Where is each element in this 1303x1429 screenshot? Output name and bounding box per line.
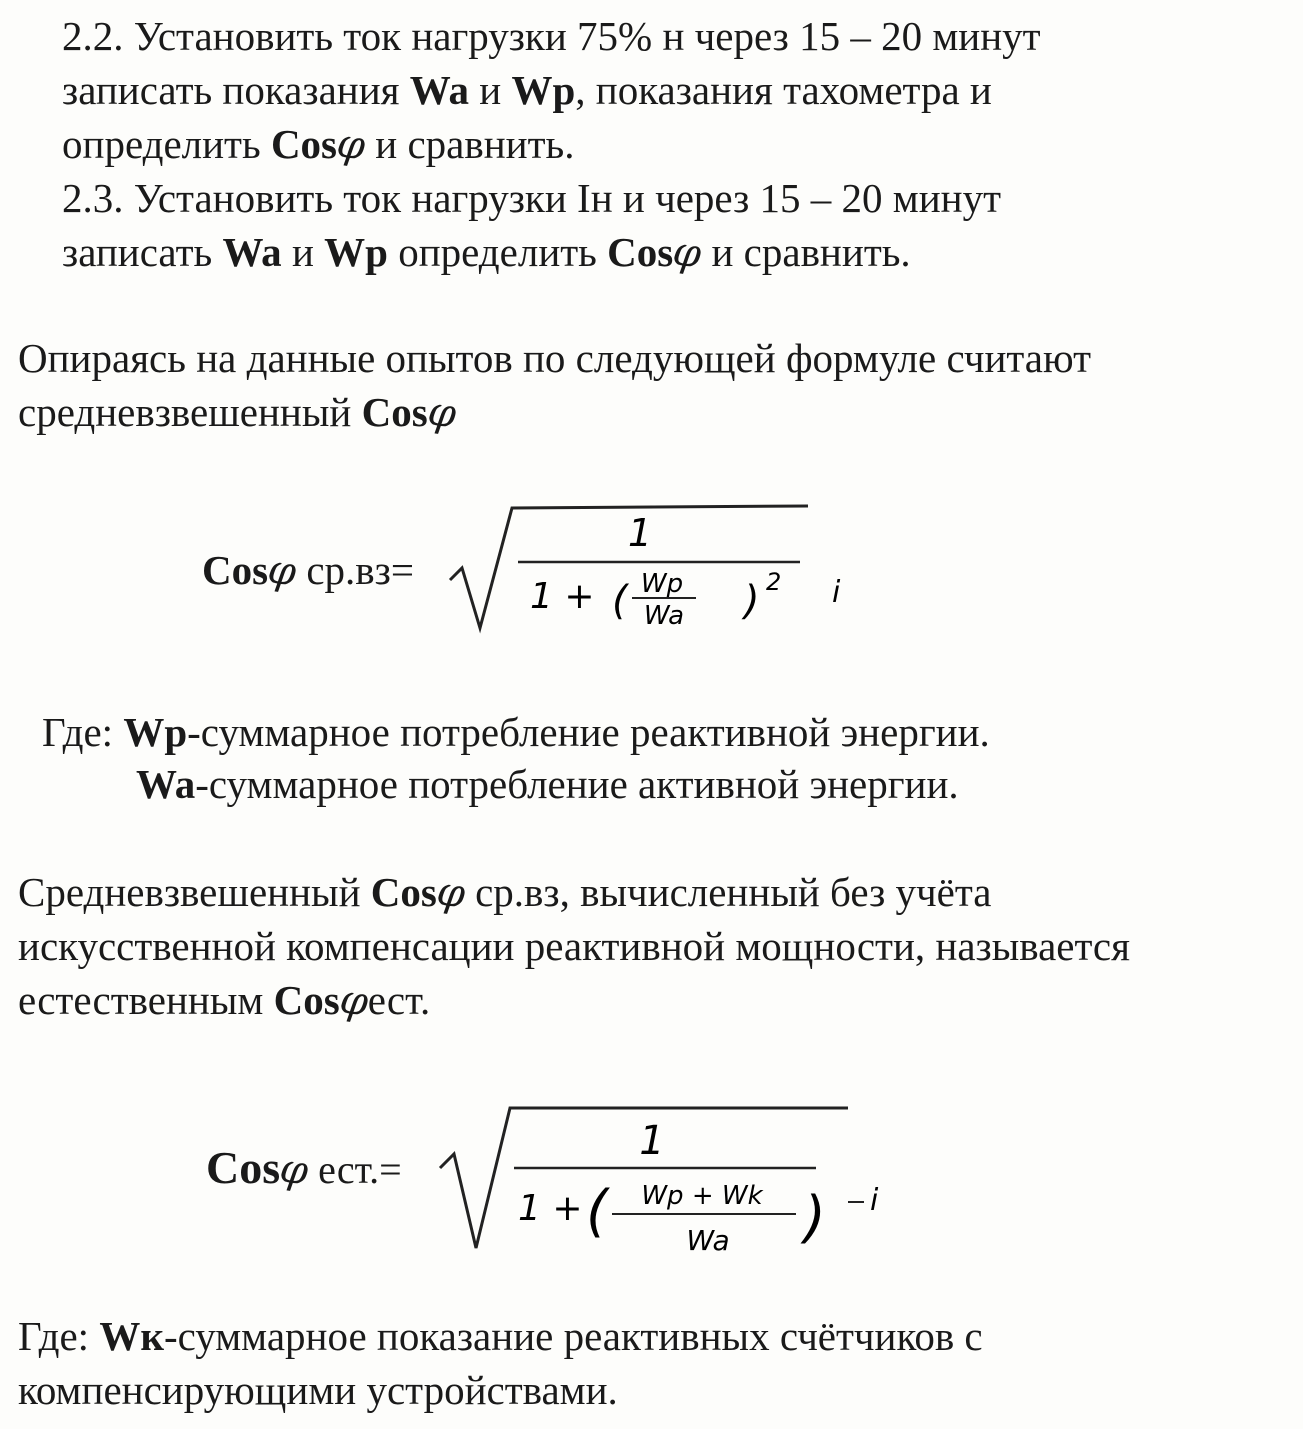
wa-term: Wa bbox=[409, 67, 470, 113]
formula-1-one-plus: 1 + bbox=[530, 576, 595, 617]
where-wk-line-2: компенсирующими устройствами. bbox=[18, 1367, 618, 1413]
formula-1-tail: i bbox=[832, 575, 841, 610]
frac-top: Wp bbox=[640, 569, 684, 599]
paragraph-line-2: искусственной компенсации реактивной мощности, называется bbox=[18, 923, 1130, 969]
paragraph-line-1: Средневзвешенный Cosφ ср.вз, вычисленный без учёта bbox=[18, 868, 992, 918]
phi-symbol: φ bbox=[433, 868, 468, 918]
phi-symbol: φ bbox=[333, 120, 369, 170]
section-2-2-line-1: 2.2. Установить ток нагрузки 75% н через 15 – 20 минут bbox=[62, 13, 1041, 59]
close-paren: ) bbox=[804, 1185, 826, 1250]
cos-term: Cos bbox=[202, 547, 269, 593]
formula-2-one-plus: 1 + bbox=[518, 1188, 583, 1229]
section-2-2-line-2: записать показания Wa и Wp, показания тахометра и bbox=[62, 67, 992, 113]
wa-term: Wa bbox=[136, 761, 196, 807]
formula-1-lhs: Cosφ ср.вз= bbox=[202, 546, 414, 596]
cos-term: Cos bbox=[370, 869, 437, 915]
cos-term: Cos bbox=[607, 229, 674, 275]
frac-top: Wp + Wk bbox=[641, 1181, 763, 1211]
frac-bottom: Wa bbox=[643, 601, 685, 631]
open-paren: ( bbox=[586, 1179, 608, 1244]
wp-term: Wp bbox=[324, 229, 388, 275]
intro-line-1: Опираясь на данные опытов по следующей формуле считают bbox=[18, 335, 1092, 381]
frac-bottom: Wa bbox=[686, 1224, 730, 1257]
formula-1-numerator: 1 bbox=[627, 511, 653, 555]
formula-1-svg bbox=[150, 490, 870, 640]
wp-term: Wp bbox=[123, 709, 188, 755]
section-2-2-line-3: определить Cosφ и сравнить. bbox=[62, 120, 575, 170]
cos-term: Cos bbox=[273, 977, 340, 1023]
intro-line-2: средневзвешенный Cosφ bbox=[18, 388, 459, 438]
cos-term: Cos bbox=[206, 1142, 281, 1193]
phi-symbol: φ bbox=[336, 976, 371, 1026]
where-wp-line: Где: Wp-суммарное потребление реактивной энергии. bbox=[42, 709, 990, 755]
wp-term: Wp bbox=[511, 67, 576, 113]
wa-term: Wa bbox=[222, 229, 282, 275]
open-paren: ( bbox=[612, 578, 628, 624]
cos-term: Cos bbox=[270, 121, 338, 167]
section-2-3-line-1: 2.3. Установить ток нагрузки Iн и через 15 – 20 минут bbox=[62, 175, 1002, 221]
formula-cos-weighted bbox=[150, 490, 870, 640]
phi-symbol: φ bbox=[277, 1145, 312, 1195]
close-paren: ) bbox=[744, 578, 760, 624]
phi-symbol: φ bbox=[265, 546, 300, 596]
formula-2-tail: i bbox=[870, 1183, 879, 1218]
formula-cos-natural bbox=[200, 1098, 920, 1268]
formula-2-lhs: Cosφ ест.= bbox=[206, 1142, 402, 1195]
wk-term: Wк bbox=[99, 1313, 164, 1359]
phi-symbol: φ bbox=[424, 388, 459, 438]
formula-2-numerator: 1 bbox=[639, 1118, 665, 1164]
where-wa-line: Wa-суммарное потребление активной энергии. bbox=[136, 761, 959, 807]
phi-symbol: φ bbox=[670, 228, 705, 278]
paragraph-line-3: естественным Cosφест. bbox=[18, 976, 431, 1026]
where-wk-line: Где: Wк-суммарное показание реактивных счётчиков с bbox=[18, 1313, 983, 1359]
exponent: 2 bbox=[766, 568, 782, 596]
formula-2-svg bbox=[200, 1098, 920, 1268]
section-2-3-line-2: записать Wa и Wp определить Cosφ и сравнить. bbox=[62, 228, 911, 278]
cos-term: Cos bbox=[361, 389, 428, 435]
